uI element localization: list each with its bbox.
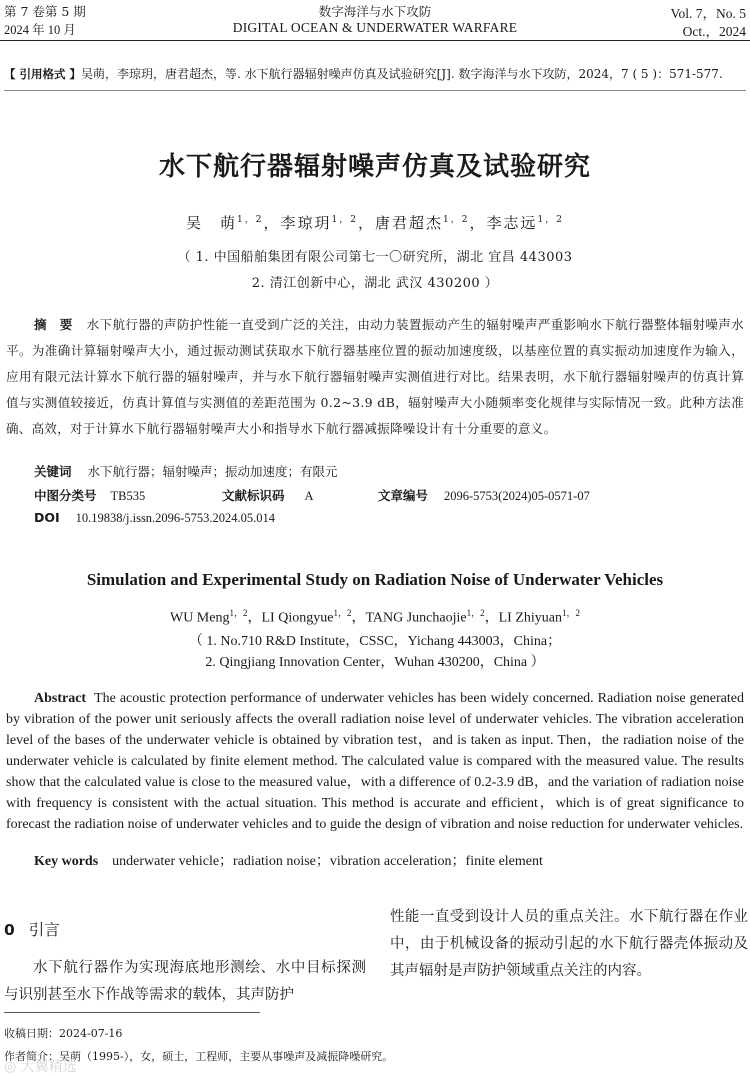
author-separator: ， — [469, 214, 487, 232]
abstract-en-label: Abstract — [34, 691, 87, 706]
section-number: 0 — [4, 921, 15, 939]
author-separator: ， — [357, 214, 375, 232]
keywords-en-label: Key words — [34, 854, 99, 869]
author-name-en: LI Zhiyuan — [498, 610, 562, 626]
volume-issue-cn: 第 7 卷第 5 期 — [4, 4, 86, 19]
article-number — [378, 486, 590, 504]
date-en: Oct.，2024 — [682, 24, 746, 39]
affiliation-en-2: 2. Qingjiang Innovation Center，Wuhan 430200，China ） — [205, 655, 545, 670]
doc-code-label: 文献标识码 — [222, 488, 285, 503]
author-separator: ， — [263, 214, 281, 232]
title-cn: 水下航行器辐射噪声仿真及试验研究 — [158, 152, 591, 182]
author-affil-sup: 1，2 — [333, 608, 352, 618]
author-bio: 作者简介：吴萌（1995-），女，硕士，工程师，主要从事噪声及减振降噪研究。 — [4, 1050, 394, 1063]
citation-format — [4, 64, 746, 91]
author-separator: ， — [351, 610, 366, 626]
author-name-en: LI Qiongyue — [261, 610, 334, 626]
keywords-cn — [34, 462, 338, 480]
article-number-value: 2096-5753(2024)05-0571-07 — [444, 489, 590, 503]
keywords-cn-text: 水下航行器；辐射噪声；振动加速度；有限元 — [87, 464, 338, 479]
footnote-divider — [4, 1012, 260, 1013]
affiliation-cn-2: 2. 清江创新中心，湖北 武汉 430200 ） — [251, 276, 499, 291]
affiliation-en-1: （ 1. No.710 R&D Institute，CSSC，Yichang 443003，China； — [188, 634, 562, 649]
abstract-cn-text: 水下航行器的声防护性能一直受到广泛的关注，由动力装置振动产生的辐射噪声严重影响水下航行器整体辐射噪声水平。为准确计算辐射噪声大小，通过振动测试获取水下航行器基座位置的振动加速度级，以基座位置的真实振动加速度作为输入，应用有限元法计算水下航行器的辐射噪声，并与水下航行器辐射噪声实测值进行对比。结果表明，水下航行器辐射噪声的仿真计算值与实测值较接近，仿真计算值与实测值的差距范围为 0.2~3.9 dB，辐射噪声大小随频率变化规律与实际情况一致。此种方法准确、高效，对于计算水下航行器辐射噪声大小和指导水下航行器减振降噪设计有十分重要的意义。 — [6, 317, 744, 436]
doc-code-value: A — [304, 489, 314, 503]
authors-cn — [0, 212, 750, 233]
citation-text: 吴萌，李琼玥，唐君超杰，等. 水下航行器辐射噪声仿真及试验研究[J]. 数字海洋与水下攻防，2024，7 ( 5 )：571-577. — [81, 67, 723, 81]
body-paragraph-right: 性能一直受到设计人员的重点关注。水下航行器在作业中，由于机械设备的振动引起的水下航行器壳体振动及其声辐射是声防护领域重点关注的内容。 — [390, 909, 748, 979]
author-affil-sup: 1，2 — [443, 215, 470, 225]
volume-issue-en: Vol. 7，No. 5 — [670, 6, 746, 21]
section-title: 引言 — [28, 921, 60, 939]
abstract-cn-label: 摘 要 — [34, 317, 73, 332]
doi-label: DOI — [34, 510, 60, 525]
author-name-en: WU Meng — [169, 610, 230, 626]
received-date: 收稿日期：2024-07-16 — [4, 1027, 123, 1040]
journal-name-cn: 数字海洋与水下攻防 — [318, 4, 432, 19]
authors-en — [0, 606, 750, 627]
article-number-label: 文章编号 — [378, 488, 429, 503]
title-en: Simulation and Experimental Study on Radiation Noise of Underwater Vehicles — [86, 570, 664, 589]
abstract-en-text: The acoustic protection performance of underwater vehicles has been widely concerned. Radiation noise generated by vibration of the power unit seriously affects the overall radiation noise level of underwater vehicles. The vibration acceleration level of the bases of the underwater vehicle is obtained by vibration test，and is taken as input. Then，the radiation noise of the underwater vehicle is calculated by finite element method. The calculated value is compared with the measured value. The results show that the calculated value is close to the measured value，with a difference of 0.2-3.9 dB，and the variation of radiation noise with frequency is consistent with the actual situation. This method is accurate and efficient，which is of great significance to forecast the radiation noise of underwater vehicles and to guide the design of vibration and noise reduction for underwater vehicles. — [6, 691, 744, 832]
clc-label: 中图分类号 — [34, 488, 97, 503]
section-heading — [4, 918, 60, 940]
journal-name-en: DIGITAL OCEAN & UNDERWATER WARFARE — [232, 20, 518, 35]
abstract-cn — [6, 312, 744, 442]
author-name: 吴 萌 — [186, 214, 238, 232]
author-affil-sup: 1，2 — [229, 608, 248, 618]
author-name: 唐君超杰 — [375, 214, 444, 232]
body-column-left — [4, 955, 366, 1009]
author-affil-sup: 1，2 — [331, 215, 358, 225]
affiliation-cn-1: （ 1. 中国船舶集团有限公司第七一〇研究所，湖北 宜昌 443003 — [177, 250, 573, 265]
doi — [34, 510, 275, 526]
author-name: 李琼玥 — [280, 214, 332, 232]
clc-value: TB535 — [110, 489, 146, 503]
keywords-cn-label: 关键词 — [34, 464, 72, 479]
author-name: 李志远 — [486, 214, 538, 232]
author-separator: ， — [247, 610, 262, 626]
journal-header — [0, 0, 750, 41]
author-affil-sup: 1，2 — [237, 215, 264, 225]
author-affil-sup: 1，2 — [537, 215, 564, 225]
keywords-en-text: underwater vehicle；radiation noise；vibration acceleration；finite element — [112, 854, 543, 869]
clc-number — [34, 486, 145, 504]
author-affil-sup: 1，2 — [466, 608, 485, 618]
citation-label: 【 引用格式 】 — [4, 67, 82, 81]
watermark: ◎ 大翼精选 — [4, 1059, 77, 1075]
author-separator: ， — [484, 610, 499, 626]
abstract-en — [6, 688, 744, 835]
body-paragraph-left: 水下航行器作为实现海底地形测绘、水中目标探测与识别甚至水下作战等需求的载体，其声防护 — [4, 960, 366, 1003]
body-column-right — [390, 904, 748, 985]
document-code — [222, 486, 314, 504]
doi-value: 10.19838/j.issn.2096-5753.2024.05.014 — [75, 511, 275, 525]
author-name-en: TANG Junchaojie — [365, 610, 467, 626]
date-cn: 2024 年 10 月 — [4, 23, 76, 37]
keywords-en — [34, 850, 543, 870]
author-affil-sup: 1，2 — [561, 608, 580, 618]
